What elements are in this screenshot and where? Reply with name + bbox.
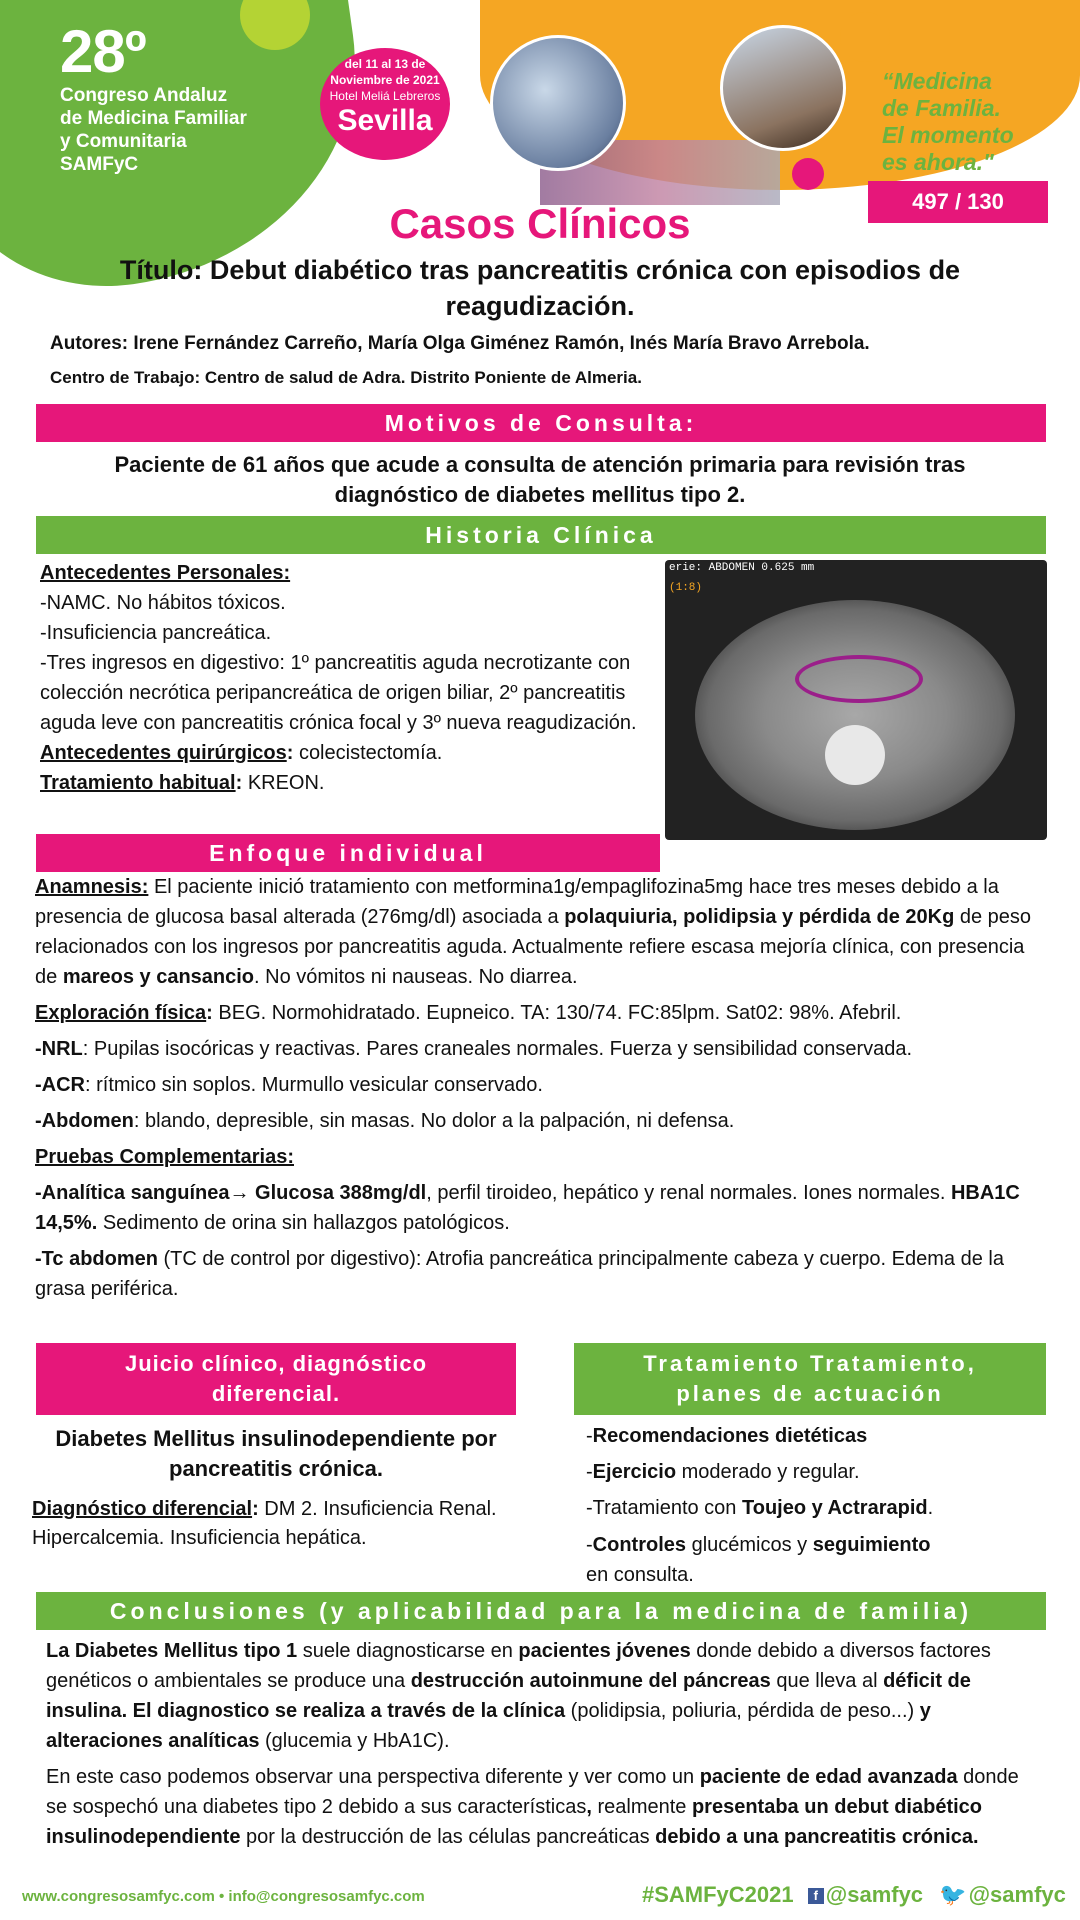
authors: Autores: Irene Fernández Carreño, María Olga Giménez Ramón, Inés María Bravo Arrebola. bbox=[50, 333, 870, 354]
ct-scan-image bbox=[665, 560, 1047, 840]
text: (glucemia y HbA1C). bbox=[259, 1730, 450, 1752]
bold-text: paciente de edad avanzada bbox=[699, 1766, 958, 1788]
motivos-text: Paciente de 61 años que acude a consulta de atención primaria para revisión tras diagnóstico de diabetes mellitus tipo 2. bbox=[114, 452, 966, 507]
acr bbox=[35, 1070, 1045, 1100]
congress-line: SAMFyC bbox=[60, 154, 139, 175]
tc-abdomen bbox=[35, 1244, 1045, 1304]
header-photo-bridge bbox=[720, 25, 846, 151]
ct-label-scale: (1:8) bbox=[669, 582, 703, 594]
treatment-value: KREON. bbox=[247, 772, 325, 794]
nrl bbox=[35, 1034, 1045, 1064]
venue-dates: Noviembre de 2021 bbox=[330, 73, 440, 87]
bold-text: y alteraciones analíticas bbox=[46, 1700, 931, 1752]
exploracion-value: BEG. Normohidratado. Eupneico. TA: 130/74. FC:85lpm. Sat02: 98%. Afebril. bbox=[218, 1002, 902, 1024]
item-text: -Tratamiento con bbox=[586, 1497, 742, 1519]
anamnesis-text: . No vómitos ni nauseas. No diarrea. bbox=[254, 966, 578, 988]
exploracion: Exploración física: BEG. Normohidratado. Eupneico. TA: 130/74. FC:85lpm. Sat02: 98%. Afebril. bbox=[35, 1002, 902, 1024]
bold-text: déficit de insulina. El diagnostico se realiza a través de la clínica bbox=[46, 1670, 971, 1722]
bold-text: debido a una pancreatitis crónica. bbox=[655, 1826, 979, 1848]
tratamiento-heading-line: Tratamiento Tratamiento, bbox=[643, 1351, 977, 1376]
analitica-text: Sedimento de orina sin hallazgos patológicos. bbox=[97, 1212, 510, 1234]
congress-line: Congreso Andaluz bbox=[60, 85, 228, 106]
footer-social bbox=[642, 1882, 1066, 1908]
juicio-diagnosis: Diabetes Mellitus insulinodependiente por pancreatitis crónica. bbox=[55, 1426, 497, 1481]
historia-text: Antecedentes Personales: -NAMC. No hábitos tóxicos. -Insuficiencia pancreática. -Tres ingresos en digestivo: 1º pancreatitis aguda necrotizante con colección necrótica peripancreática de origen biliar, 2º pancreatitis aguda leve con pancreatitis crónica focal y 3º nueva reagudización. Antecedentes quirúrgicos: colecistectomía. Tratamiento habitual: KREON. bbox=[40, 558, 660, 798]
item-bold: Controles bbox=[592, 1534, 687, 1556]
arrow-right-icon: → bbox=[229, 1182, 250, 1204]
tratamiento-list bbox=[586, 1418, 1046, 1590]
slogan-line: “Medicina bbox=[882, 68, 992, 94]
ct-spine bbox=[825, 725, 885, 785]
personal-item: -Tres ingresos en digestivo: 1º pancreatitis aguda necrotizante con colección necrótica peripancreática de origen biliar, 2º pancreatitis aguda leve con pancreatitis crónica focal y 3º nueva reagudización. bbox=[40, 652, 637, 734]
analitica-text: , perfil tiroideo, hepático y renal normales. Iones normales. bbox=[426, 1182, 951, 1204]
analitica bbox=[35, 1178, 1045, 1238]
pruebas-label: Pruebas Complementarias: bbox=[35, 1146, 294, 1168]
item-bold: Ejercicio bbox=[592, 1461, 677, 1483]
congress-logo bbox=[60, 20, 247, 176]
section-header-conclusiones: Conclusiones (y aplicabilidad para la medicina de familia) bbox=[36, 1592, 1046, 1630]
case-code-badge: 497 / 130 bbox=[868, 181, 1048, 223]
anamnesis-bold: mareos y cansancio bbox=[62, 966, 255, 988]
personal-label: Antecedentes Personales: bbox=[40, 562, 291, 584]
bold-text: presentaba un debut diabético insulinodependiente bbox=[46, 1796, 983, 1848]
abdomen bbox=[35, 1106, 1045, 1136]
conclusion-paragraph bbox=[46, 1762, 1036, 1852]
dd-label: Diagnóstico diferencial bbox=[32, 1498, 253, 1520]
anamnesis-text: de peso relacionados con los ingresos por pancreatitis aguda. Actualmente refiere escasa mejoría clínica, con presencia de bbox=[35, 906, 1032, 988]
conclusion-paragraph bbox=[46, 1636, 1036, 1756]
ct-label: erie: ABDOMEN 0.625 mm bbox=[669, 562, 815, 574]
analitica-hba1c: HBA1C 14,5%. bbox=[35, 1182, 1020, 1234]
exploracion-label: Exploración física bbox=[35, 1002, 207, 1024]
acr-value: : rítmico sin soplos. Murmullo vesicular conservado. bbox=[85, 1074, 543, 1096]
anamnesis-text: El paciente inició tratamiento con metformina1g/empaglifozina5mg hace tres meses debido a la presencia de glucosa basal alterada (276mg/dl) asociada a bbox=[35, 876, 999, 928]
tc-value: (TC de control por digestivo): Atrofia pancreática principalmente cabeza y cuerpo. Edema de la grasa periférica. bbox=[35, 1248, 1004, 1300]
case-title: Título: Debut diabético tras pancreatitis crónica con episodios de reagudización. bbox=[119, 255, 961, 321]
text: donde debido a diversos factores genéticos o ambientales se produce una bbox=[46, 1640, 991, 1692]
item-bold: Toujeo y Actrarapid bbox=[742, 1497, 928, 1519]
footer-contact[interactable]: www.congresosamfyc.com • info@congresosamfyc.com bbox=[22, 1888, 425, 1905]
text: (polidipsia, poliuria, pérdida de peso...) bbox=[565, 1700, 920, 1722]
section-header-enfoque: Enfoque individual bbox=[36, 834, 660, 872]
text: por la destrucción de las células pancreáticas bbox=[240, 1826, 656, 1848]
personal-item: -NAMC. No hábitos tóxicos. bbox=[40, 592, 286, 614]
item-bold: Recomendaciones dietéticas bbox=[592, 1425, 868, 1447]
section-header-motivos: Motivos de Consulta: bbox=[36, 404, 1046, 442]
personal-item: -Insuficiencia pancreática. bbox=[40, 622, 272, 644]
text: En este caso podemos observar una perspectiva diferente y ver como un bbox=[46, 1766, 700, 1788]
twitter-handle[interactable]: @samfyc bbox=[968, 1882, 1066, 1907]
venue-badge bbox=[320, 48, 450, 160]
congress-number: 28º bbox=[60, 18, 146, 85]
header-pink-dot bbox=[792, 158, 824, 190]
header-photo-statue bbox=[490, 35, 626, 171]
abdomen-value: : blando, depresible, sin masas. No dolor a la palpación, ni defensa. bbox=[133, 1110, 735, 1132]
item-text: moderado y regular. bbox=[676, 1461, 860, 1483]
item-text: . bbox=[927, 1497, 934, 1519]
text: que lleva al bbox=[770, 1670, 884, 1692]
juicio-heading-line: Juicio clínico, diagnóstico bbox=[124, 1351, 428, 1376]
analitica-glucosa: Glucosa 388mg/dl bbox=[249, 1182, 427, 1204]
venue-city: Sevilla bbox=[337, 104, 433, 137]
section-header-historia: Historia Clínica bbox=[36, 516, 1046, 554]
slogan-line: es ahora." bbox=[882, 149, 994, 175]
anamnesis-label: Anamnesis: bbox=[35, 876, 149, 898]
bold-text: , bbox=[586, 1796, 592, 1818]
list-item: -Ejercicio moderado y regular. bbox=[586, 1461, 860, 1483]
dd-value: DM 2. Insuficiencia Renal. Hipercalcemia. Insuficiencia hepática. bbox=[32, 1498, 497, 1549]
abdomen-label: -Abdomen bbox=[35, 1110, 134, 1132]
bold-text: La Diabetes Mellitus tipo 1 bbox=[46, 1640, 298, 1662]
nrl-value: : Pupilas isocóricas y reactivas. Pares craneales normales. Fuerza y sensibilidad conservada. bbox=[82, 1038, 913, 1060]
treatment-label: Tratamiento habitual bbox=[40, 772, 236, 794]
venue-dates: del 11 al 13 de bbox=[344, 57, 426, 71]
text: suele diagnosticarse en bbox=[297, 1640, 519, 1662]
facebook-icon: f bbox=[808, 1888, 824, 1904]
page-title: Casos Clínicos bbox=[389, 200, 691, 247]
twitter-icon: 🐦 bbox=[939, 1882, 967, 1907]
section-header-tratamiento bbox=[574, 1343, 1046, 1415]
surgical-label: Antecedentes quirúrgicos bbox=[40, 742, 287, 764]
enfoque-text bbox=[35, 872, 1045, 1310]
pruebas bbox=[35, 1142, 1045, 1172]
slogan bbox=[882, 68, 1014, 176]
slogan-line: El momento bbox=[882, 122, 1014, 148]
facebook-handle[interactable]: @samfyc bbox=[825, 1882, 924, 1907]
text: realmente bbox=[591, 1796, 692, 1818]
congress-line: de Medicina Familiar bbox=[60, 108, 247, 129]
list-item: -Recomendaciones dietéticas bbox=[586, 1425, 868, 1447]
work-center: Centro de Trabajo: Centro de salud de Adra. Distrito Poniente de Almeria. bbox=[50, 368, 642, 387]
ct-body bbox=[695, 600, 1015, 830]
section-header-juicio bbox=[36, 1343, 516, 1415]
bold-text: pacientes jóvenes bbox=[518, 1640, 691, 1662]
list-item: -Controles glucémicos y seguimiento en consulta. bbox=[586, 1534, 931, 1586]
tc-label: -Tc abdomen bbox=[35, 1248, 158, 1270]
header-orange-circle bbox=[840, 12, 890, 62]
bold-text: destrucción autoinmune del páncreas bbox=[410, 1670, 771, 1692]
conclusiones-text bbox=[46, 1636, 1036, 1858]
differential-diagnosis: Diagnóstico diferencial: DM 2. Insuficiencia Renal. Hipercalcemia. Insuficiencia hepática. bbox=[32, 1498, 497, 1549]
text: donde se sospechó una diabetes tipo 2 debido a sus características bbox=[46, 1766, 1019, 1818]
anamnesis-bold: polaquiuria, polidipsia y pérdida de 20Kg bbox=[564, 906, 955, 928]
analitica-label: -Analítica sanguínea bbox=[35, 1182, 230, 1204]
list-item bbox=[586, 1490, 1046, 1526]
surgical-value: colecistectomía. bbox=[298, 742, 443, 764]
anamnesis bbox=[35, 872, 1045, 992]
item-text: en consulta. bbox=[586, 1564, 694, 1586]
acr-label: -ACR bbox=[35, 1074, 85, 1096]
hashtag: #SAMFyC2021 bbox=[642, 1882, 794, 1907]
item-bold: seguimiento bbox=[812, 1534, 931, 1556]
juicio-heading-line: diferencial. bbox=[211, 1381, 341, 1406]
tratamiento-heading-line: planes de actuación bbox=[676, 1381, 944, 1406]
ct-highlight-ellipse bbox=[795, 655, 923, 703]
item-text: glucémicos y bbox=[686, 1534, 813, 1556]
venue-hotel: Hotel Meliá Lebreros bbox=[329, 89, 441, 103]
slogan-line: de Familia. bbox=[882, 95, 1001, 121]
nrl-label: -NRL bbox=[35, 1038, 83, 1060]
congress-line: y Comunitaria bbox=[60, 131, 187, 152]
